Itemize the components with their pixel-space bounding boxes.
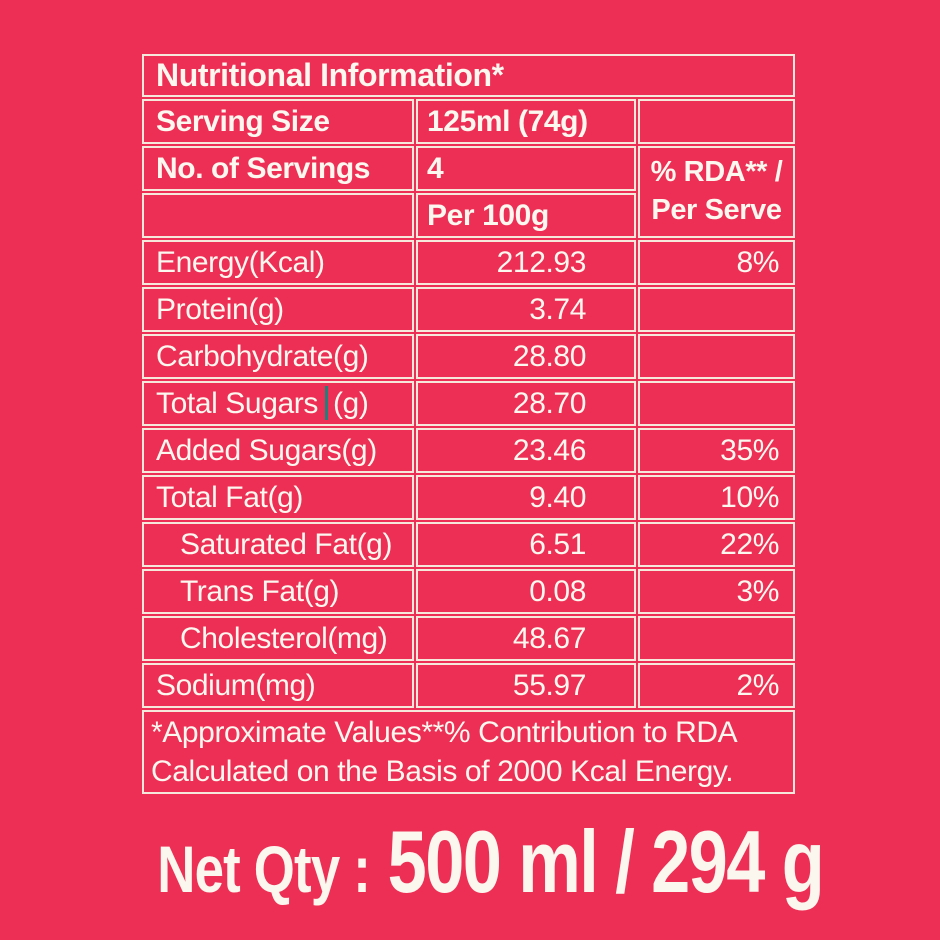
net-qty-label: Net Qty : [157,832,370,906]
protein-per100g: 3.74 [416,287,636,332]
protein-label: Protein(g) [142,287,414,332]
net-qty-value: 500 ml / 294 g [387,812,823,911]
footnote-row [142,710,795,794]
row-sodium [142,663,795,708]
rda-header-cell [638,146,795,238]
energy-per100g: 212.93 [416,240,636,285]
sodium-rda: 2% [638,663,795,708]
cholesterol-label: Cholesterol(mg) [142,616,414,661]
footnote-line2: Calculated on the Basis of 2000 Kcal Energy. [151,755,734,788]
stray-teal-mark [325,386,328,420]
saturated-fat-label: Saturated Fat(g) [142,522,414,567]
servings-value: 4 [416,146,636,191]
row-cholesterol [142,616,795,661]
cholesterol-per100g: 48.67 [416,616,636,661]
total-fat-rda: 10% [638,475,795,520]
added-sugars-label: Added Sugars(g) [142,428,414,473]
row-trans-fat [142,569,795,614]
rda-header-line1: % RDA** / [650,156,783,189]
row-energy [142,240,795,285]
servings-label: No. of Servings [142,146,414,191]
serving-size-empty-cell [638,99,795,144]
row-carbohydrate [142,334,795,379]
protein-rda [638,287,795,332]
saturated-fat-per100g: 6.51 [416,522,636,567]
nutrition-panel [140,52,797,796]
sodium-label: Sodium(mg) [142,663,414,708]
serving-size-value: 125ml (74g) [416,99,636,144]
energy-label: Energy(Kcal) [142,240,414,285]
saturated-fat-rda: 22% [638,522,795,567]
net-qty-section [40,812,940,911]
cholesterol-rda [638,616,795,661]
total-sugars-per100g: 28.70 [416,381,636,426]
total-fat-per100g: 9.40 [416,475,636,520]
total-fat-label: Total Fat(g) [142,475,414,520]
energy-rda: 8% [638,240,795,285]
row-protein [142,287,795,332]
net-qty-text [157,812,823,911]
added-sugars-per100g: 23.46 [416,428,636,473]
carbohydrate-rda [638,334,795,379]
trans-fat-per100g: 0.08 [416,569,636,614]
per100g-header: Per 100g [416,193,636,238]
trans-fat-rda: 3% [638,569,795,614]
per100g-empty-cell [142,193,414,238]
carbohydrate-label: Carbohydrate(g) [142,334,414,379]
carbohydrate-per100g: 28.80 [416,334,636,379]
footnote-line1: *Approximate Values**% Contribution to RDA [151,716,738,749]
nutrition-table [140,52,797,796]
row-total-sugars [142,381,795,426]
servings-row [142,146,795,191]
row-total-fat [142,475,795,520]
total-sugars-rda [638,381,795,426]
title-row [142,54,795,97]
rda-header-line2: Per Serve [651,194,782,226]
trans-fat-label: Trans Fat(g) [142,569,414,614]
footnote-cell [142,710,795,794]
total-sugars-label-text: Total Sugars [156,387,318,420]
table-title: Nutritional Information* [142,54,795,97]
sodium-per100g: 55.97 [416,663,636,708]
row-saturated-fat [142,522,795,567]
row-added-sugars [142,428,795,473]
total-sugars-label-unit: (g) [332,387,369,420]
serving-size-label: Serving Size [142,99,414,144]
serving-size-row [142,99,795,144]
added-sugars-rda: 35% [638,428,795,473]
total-sugars-label [142,381,414,426]
